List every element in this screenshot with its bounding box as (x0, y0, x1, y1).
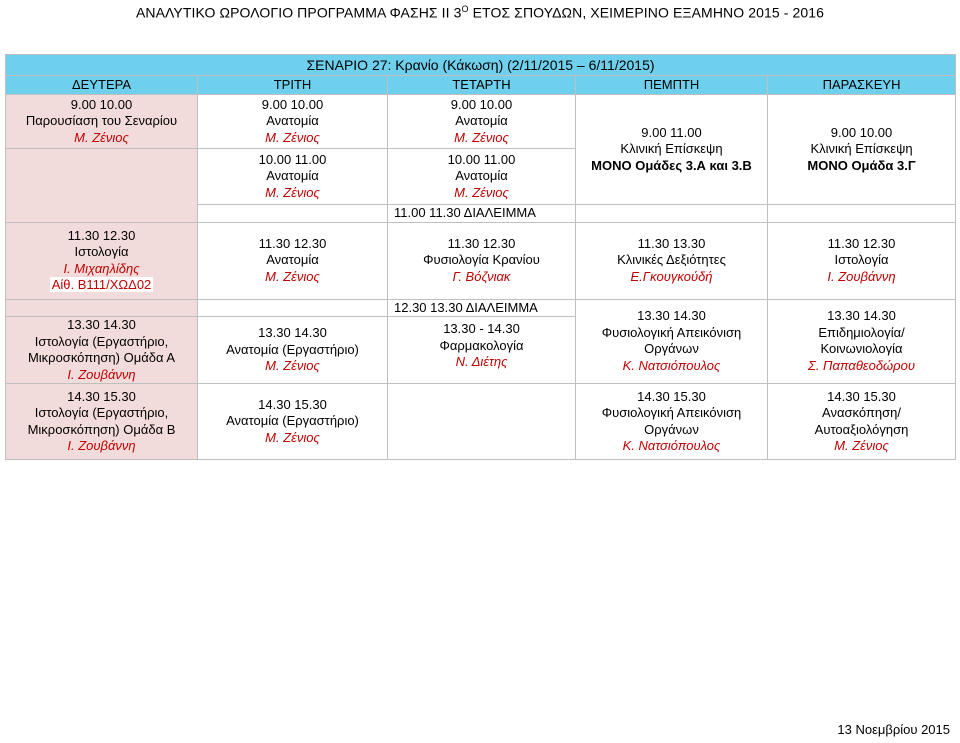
tuesday-empty-cell (198, 205, 388, 223)
wednesday-break-2: 12.30 13.30 ΔΙΑΛΕΙΜΜΑ (388, 299, 576, 317)
session-time: 9.00 10.00 (450, 96, 513, 112)
session-teacher: Μ. Ζένιος (265, 268, 320, 284)
session-note: ΜΟΝΟ Ομάδα 3.Γ (807, 157, 916, 173)
session-teacher: Ι. Ζουβάννη (67, 438, 136, 453)
session-time: 14.30 15.30 (67, 388, 136, 404)
friday-session-4 (768, 384, 956, 460)
room-label: Αίθ. Β111/ΧΩΔ02 (51, 277, 152, 292)
wednesday-session-4 (388, 317, 576, 384)
session-subject: Κλινική Επίσκεψη (620, 141, 723, 157)
tuesday-session-3 (198, 222, 388, 299)
days-row (6, 76, 956, 95)
monday-empty-cell (6, 149, 198, 223)
session-teacher: Μ. Ζένιος (265, 129, 320, 145)
session-teacher: Ι. Ζουβάννη (827, 268, 896, 284)
session-time: 9.00 10.00 (261, 96, 324, 112)
day-header-tuesday: ΤΡΙΤΗ (198, 76, 388, 95)
session-note: ΜΟΝΟ Ομάδες 3.Α και 3.Β (591, 157, 752, 173)
session-time: 13.30 14.30 (258, 325, 327, 341)
session-subject: Ιστολογία (Εργαστήριο, (34, 405, 169, 420)
session-time: 10.00 11.00 (447, 151, 516, 167)
session-time: 13.30 14.30 (827, 308, 896, 324)
tuesday-session-5 (198, 384, 388, 460)
session-teacher: Σ. Παπαθεοδώρου (808, 357, 915, 373)
schedule-table (5, 54, 956, 460)
session-subject: Ανατομία (Εργαστήριο) (226, 341, 359, 357)
session-time: 11.30 12.30 (447, 235, 516, 251)
session-teacher: Ν. Διέτης (455, 354, 508, 369)
session-time: 11.30 12.30 (827, 235, 896, 251)
day-header-thursday: ΠΕΜΠΤΗ (576, 76, 768, 95)
session-teacher: Μ. Ζένιος (454, 129, 509, 145)
session-subject: Ανατομία (266, 252, 319, 268)
scenario-title: ΣΕΝΑΡΙΟ 27: Κρανίο (Κάκωση) (2/11/2015 – 6/11/2015) (6, 55, 956, 76)
title-superscript: Ο (461, 4, 469, 14)
session-subject: Επιδημιολογία/ (818, 324, 905, 340)
schedule-row (6, 299, 956, 317)
session-subject: Φυσιολογική Απεικόνιση (601, 324, 742, 340)
session-teacher: Ε.Γκουγκούδή (630, 268, 713, 284)
session-time: 13.30 14.30 (637, 308, 706, 324)
session-subject: Ανασκόπηση/ (822, 405, 901, 420)
footer-date: 13 Νοεμβρίου 2015 (837, 722, 950, 737)
friday-session-1 (768, 95, 956, 205)
session-time: 11.30 12.30 (67, 227, 136, 243)
session-subject: Παρουσίαση του Σεναρίου (25, 113, 178, 129)
session-subject: Κλινική Επίσκεψη (810, 141, 913, 157)
wednesday-break-1: 11.00 11.30 ΔΙΑΛΕΙΜΜΑ (388, 205, 576, 223)
monday-session-1 (6, 95, 198, 149)
tuesday-session-1 (198, 95, 388, 149)
session-teacher: Κ. Νατσιόπουλος (622, 438, 721, 453)
session-time: 9.00 10.00 (70, 96, 133, 112)
session-subject: Φαρμακολογία (439, 337, 524, 353)
day-header-wednesday: ΤΕΤΑΡΤΗ (388, 76, 576, 95)
schedule-row (6, 95, 956, 149)
session-teacher: Μ. Ζένιος (265, 429, 320, 445)
session-time: 9.00 11.00 (641, 124, 702, 140)
session-teacher: Μ. Ζένιος (265, 184, 320, 200)
session-time: 10.00 11.00 (258, 151, 327, 167)
session-time: 13.30 - 14.30 (443, 321, 520, 336)
thursday-session-3 (576, 299, 768, 384)
session-subject-cont: Αυτοαξιολόγηση (814, 421, 909, 437)
session-subject: Ανατομία (455, 113, 508, 129)
session-teacher: Μ. Ζένιος (834, 438, 889, 453)
session-teacher: Γ. Βόζνιακ (452, 268, 511, 284)
session-subject: Φυσιολογία Κρανίου (423, 252, 540, 268)
document-title (0, 4, 960, 21)
thursday-session-1 (576, 95, 768, 205)
friday-empty-cell (768, 205, 956, 223)
tuesday-session-2 (198, 149, 388, 205)
title-text-post: ΕΤΟΣ ΣΠΟΥΔΩΝ, ΧΕΙΜΕΡΙΝΟ ΕΞΑΜΗΝΟ 2015 - 2016 (468, 4, 825, 21)
session-subject-cont: Μικροσκόπηση) Ομάδα Α (27, 350, 176, 365)
friday-session-2 (768, 222, 956, 299)
session-time: 13.30 14.30 (67, 317, 136, 332)
day-header-friday: ΠΑΡΑΣΚΕΥΗ (768, 76, 956, 95)
wednesday-session-3 (388, 222, 576, 299)
session-subject-cont: Μικροσκόπηση) Ομάδα Β (27, 421, 176, 437)
session-teacher: Ι. Μιχαηλίδης (63, 260, 140, 276)
session-subject: Ιστολογία (834, 252, 889, 268)
thursday-empty-cell (576, 205, 768, 223)
schedule-row (6, 384, 956, 460)
session-teacher: Κ. Νατσιόπουλος (622, 357, 721, 373)
session-time: 11.30 12.30 (258, 235, 327, 251)
session-time: 14.30 15.30 (258, 396, 327, 412)
session-teacher: Ι. Ζουβάννη (67, 366, 136, 382)
session-time: 14.30 15.30 (637, 388, 706, 404)
session-subject: Ανατομία (266, 168, 319, 184)
schedule-row (6, 222, 956, 299)
session-teacher: Μ. Ζένιος (74, 129, 129, 145)
session-subject: Φυσιολογική Απεικόνιση (601, 405, 742, 420)
monday-session-2 (6, 222, 198, 299)
session-subject: Ιστολογία (74, 244, 129, 259)
session-subject: Κλινικές Δεξιότητες (617, 252, 726, 268)
monday-empty-cell (6, 299, 198, 317)
session-time: 9.00 10.00 (830, 124, 893, 140)
day-header-monday: ΔΕΥΤΕΡΑ (6, 76, 198, 95)
session-teacher: Μ. Ζένιος (454, 184, 509, 200)
tuesday-empty-cell (198, 299, 388, 317)
monday-session-3 (6, 317, 198, 384)
wednesday-empty-cell (388, 384, 576, 460)
tuesday-session-4 (198, 317, 388, 384)
session-subject: Ανατομία (455, 168, 508, 184)
session-subject: Ιστολογία (Εργαστήριο, (34, 333, 169, 349)
thursday-session-2 (576, 222, 768, 299)
session-subject-cont: Κοινωνιολογία (820, 341, 903, 357)
wednesday-session-2 (388, 149, 576, 205)
session-time: 11.30 13.30 (637, 235, 706, 251)
session-teacher: Μ. Ζένιος (265, 358, 320, 374)
wednesday-session-1 (388, 95, 576, 149)
monday-session-4 (6, 384, 198, 460)
session-subject-cont: Οργάνων (644, 421, 699, 437)
session-subject-cont: Οργάνων (644, 341, 699, 357)
thursday-session-4 (576, 384, 768, 460)
title-text-pre: ΑΝΑΛΥΤΙΚΟ ΩΡΟΛΟΓΙΟ ΠΡΟΓΡΑΜΜΑ ΦΑΣΗΣ ΙΙ 3 (135, 4, 462, 21)
friday-session-3 (768, 299, 956, 384)
scenario-row (6, 55, 956, 76)
session-subject: Ανατομία (Εργαστήριο) (226, 413, 359, 429)
session-subject: Ανατομία (266, 113, 319, 129)
session-time: 14.30 15.30 (827, 388, 896, 404)
